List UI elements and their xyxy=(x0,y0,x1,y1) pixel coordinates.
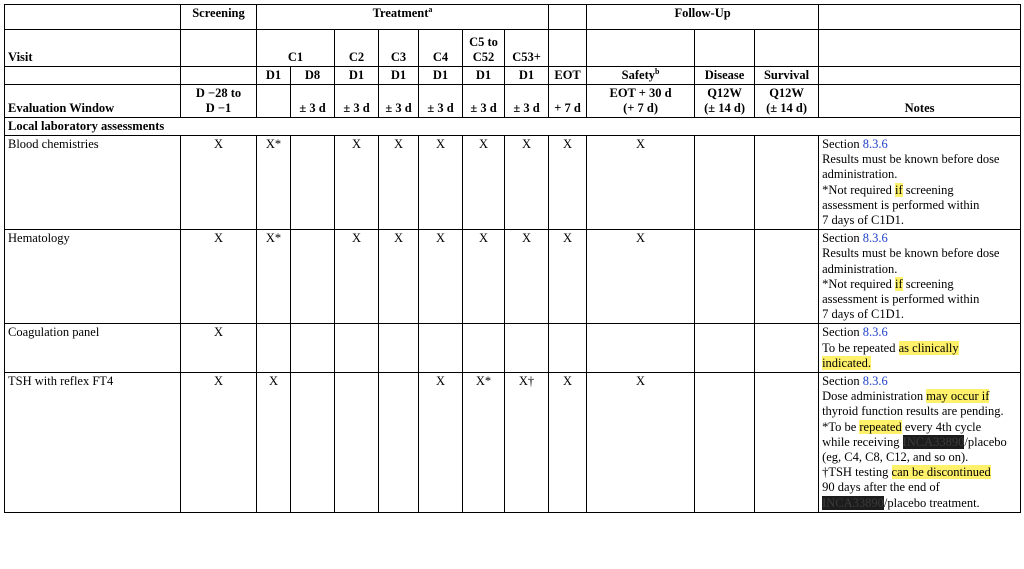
section-link[interactable]: 8.3.6 xyxy=(862,325,888,340)
redacted-text: INCA33890 xyxy=(822,495,884,510)
header-evaluation-window: Evaluation Window xyxy=(5,85,181,118)
header-c4: C4 xyxy=(419,30,463,67)
section-title: Local laboratory assessments xyxy=(5,118,1021,136)
notes-cell: Section 8.3.6 Dose administration may occur if thyroid function results are pending. *To be repeated every 4th cycle while receiving INCA33890/placebo (eg, C4, C8, C12, and so on). †TSH testing can be discontinued 90 days after the end of INCA33890/placebo treatment. xyxy=(819,373,1021,513)
section-link[interactable]: 8.3.6 xyxy=(862,231,888,246)
header-safety: Safety$^b$ xyxy=(587,67,695,85)
section-row xyxy=(5,118,1021,136)
row-label: Coagulation panel xyxy=(5,324,181,373)
header-row-3: D1 D8 D1 D1 D1 D1 D1 EOT Safety$^b$ Disease Survival xyxy=(5,67,1021,85)
row-label: Hematology xyxy=(5,230,181,324)
header-survival: Survival xyxy=(755,67,819,85)
header-screening: Screening xyxy=(181,5,257,30)
header-row-1 xyxy=(5,5,1021,30)
header-notes: Notes xyxy=(819,85,1021,118)
header-c3: C3 xyxy=(379,30,419,67)
header-eot: EOT xyxy=(549,67,587,85)
header-treatment: Treatment$^a$ xyxy=(257,5,549,30)
table-row: Blood chemistries X X* X X X X X X X Section 8.3.6 Results must be known before dose administration. *Not required if screening assessment is performed within 7 days of C1D1. xyxy=(5,136,1021,230)
section-link[interactable]: 8.3.6 xyxy=(862,374,888,389)
header-c1: C1 xyxy=(257,30,335,67)
header-c2: C2 xyxy=(335,30,379,67)
header-row-eval-window: Evaluation Window D −28 to D −1 ± 3 d ± 3 d ± 3 d ± 3 d ± 3 d ± 3 d + 7 d EOT + 30 d (+ 7 d) Q12W (± 14 d) Q12W (± 14 d) Notes xyxy=(5,85,1021,118)
header-c5-to-c52: C5 to C52 xyxy=(463,30,505,67)
redacted-text: INCA33890 xyxy=(902,434,965,449)
notes-cell: Section 8.3.6 To be repeated as clinically indicated. xyxy=(819,324,1021,373)
table-row: Coagulation panel X Section 8.3.6 To be repeated as clinically indicated. xyxy=(5,324,1021,373)
schedule-of-assessments-table xyxy=(4,4,1021,513)
header-c53: C53+ xyxy=(505,30,549,67)
header-row-2 xyxy=(5,30,1021,67)
notes-cell: Section 8.3.6 Results must be known before dose administration. *Not required if screening assessment is performed within 7 days of C1D1. xyxy=(819,230,1021,324)
row-label: TSH with reflex FT4 xyxy=(5,373,181,513)
row-label: Blood chemistries xyxy=(5,136,181,230)
header-disease: Disease xyxy=(695,67,755,85)
section-link[interactable]: 8.3.6 xyxy=(862,137,888,151)
table-row: Hematology X X* X X X X X X X Section 8.3.6 Results must be known before dose administration. *Not required if screening assessment is performed within 7 days of C1D1. xyxy=(5,230,1021,324)
header-visit: Visit xyxy=(5,30,181,67)
notes-cell: Section 8.3.6 Results must be known before dose administration. *Not required if screening assessment is performed within 7 days of C1D1. xyxy=(819,136,1021,230)
table-row: TSH with reflex FT4 X X X X* X† X X Section 8.3.6 Dose administration may occur if thyroid function results are pending. *To be repeated every 4th cycle while receiving INCA33890/placebo (eg, C4, C8, C12, and so on). †TSH testing can be discontinued 90 days after the end of INCA33890/placebo treatment. xyxy=(5,373,1021,513)
header-follow-up: Follow-Up xyxy=(587,5,819,30)
